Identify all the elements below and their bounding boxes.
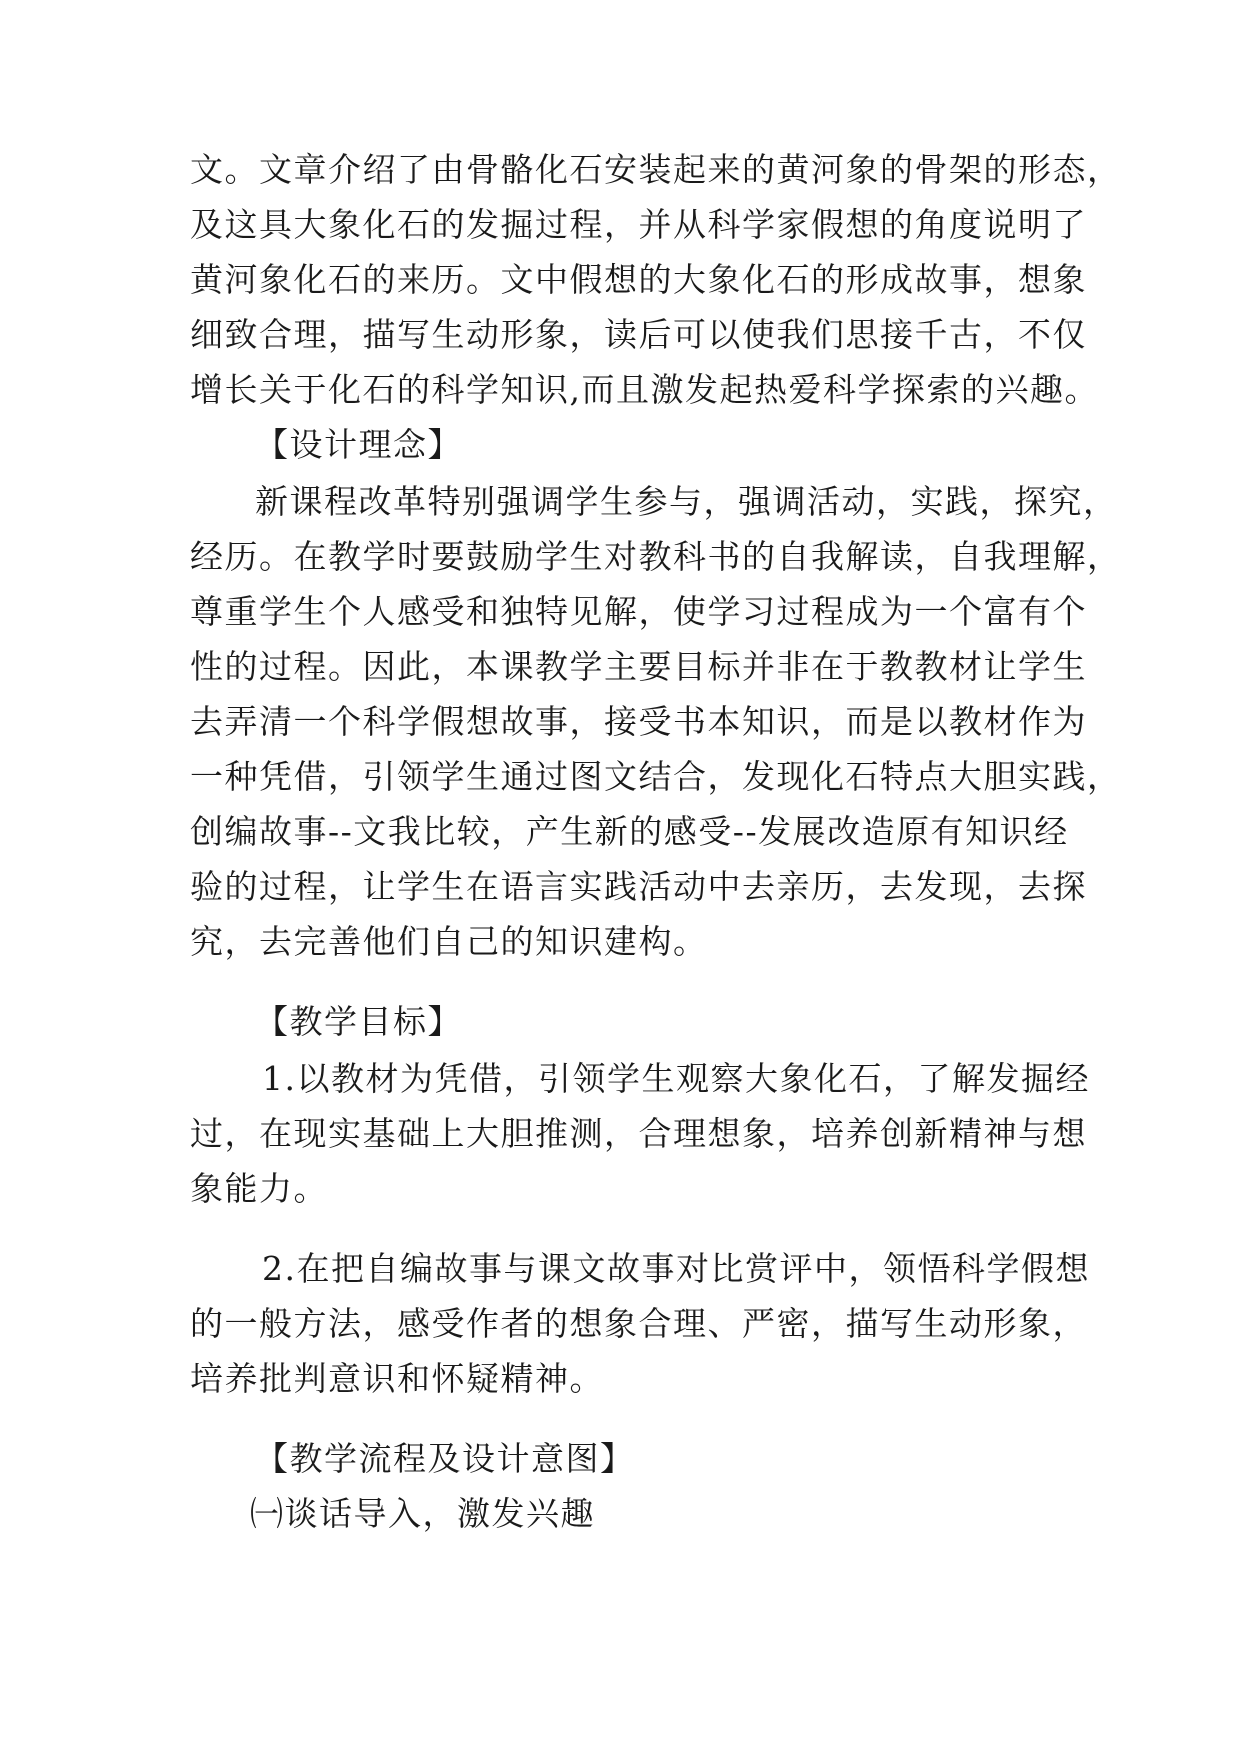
objective-1-line-3: 象能力。 [190,1169,328,1208]
process-step-1: ㈠谈话导入，激发兴趣 [250,1494,595,1533]
objective-1-line-2: 过，在现实基础上大胆推测，合理想象，培养创新精神与想 [190,1114,1087,1153]
intro-line-5: 增长关于化石的科学知识,而且激发起热爱科学探索的兴趣。 [190,370,1099,409]
design-concept-line-2: 经历。在教学时要鼓励学生对教科书的自我解读，自我理解， [190,537,1122,576]
design-concept-line-7: 创编故事--文我比较，产生新的感受--发展改造原有知识经 [190,812,1069,851]
design-concept-line-3: 尊重学生个人感受和独特见解，使学习过程成为一个富有个 [190,592,1087,631]
intro-line-4: 细致合理，描写生动形象，读后可以使我们思接千古，不仅 [190,315,1087,354]
design-concept-line-5: 去弄清一个科学假想故事，接受书本知识，而是以教材作为 [190,702,1087,741]
design-concept-line-9: 究，去完善他们自己的知识建构。 [190,922,708,961]
objective-2-line-2: 的一般方法，感受作者的想象合理、严密，描写生动形象， [190,1304,1087,1343]
design-concept-line-6: 一种凭借，引领学生通过图文结合，发现化石特点大胆实践， [190,757,1122,796]
intro-line-2: 及这具大象化石的发掘过程，并从科学家假想的角度说明了 [190,205,1087,244]
objectives-heading: 【教学目标】 [255,1002,462,1041]
intro-line-3: 黄河象化石的来历。文中假想的大象化石的形成故事，想象 [190,260,1087,299]
design-concept-heading: 【设计理念】 [255,425,462,464]
design-concept-line-1: 新课程改革特别强调学生参与，强调活动，实践，探究， [255,482,1118,521]
intro-line-1: 文。文章介绍了由骨骼化石安装起来的黄河象的骨架的形态， [190,150,1122,189]
design-concept-line-8: 验的过程，让学生在语言实践活动中去亲历，去发现，去探 [190,867,1087,906]
objective-2-line-3: 培养批判意识和怀疑精神。 [190,1359,604,1398]
process-heading: 【教学流程及设计意图】 [255,1439,635,1478]
objective-2-line-1: 2.在把自编故事与课文故事对比赏评中，领悟科学假想 [262,1249,1090,1288]
objective-1-line-1: 1.以教材为凭借，引领学生观察大象化石，了解发掘经 [262,1059,1090,1098]
design-concept-line-4: 性的过程。因此，本课教学主要目标并非在于教教材让学生 [190,647,1087,686]
